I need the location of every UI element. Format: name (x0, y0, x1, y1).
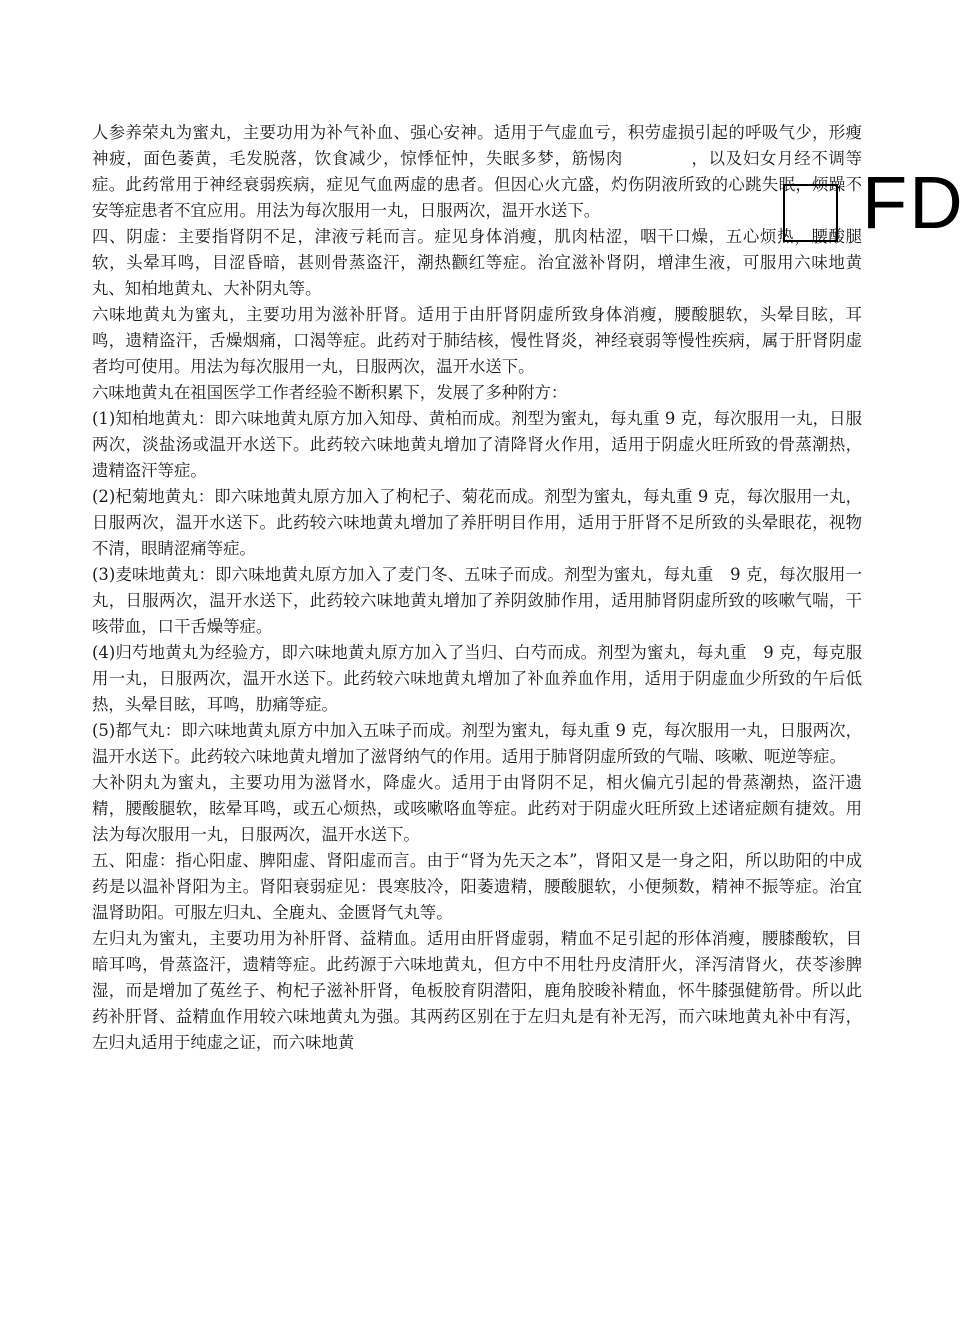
overlay-box (783, 184, 838, 242)
paragraph-guishao-dihuang: (4)归芍地黄丸为经验方，即六味地黄丸原方加入了当归、白芍而成。剂型为蜜丸，每丸重 9 克，每克服用一丸，日服两次，温开水送下。此药较六味地黄丸增加了补血养血作用，适用于阴虚血少所致的午后低热，头晕目眩，耳鸣，肋痛等症。 (92, 643, 862, 714)
paragraph-renshen-yangrong: 人参养荣丸为蜜丸，主要功用为补气补血、强心安神。适用于气虚血亏，积劳虚损引起的呼吸气少，形瘦神疲，面色萎黄，毛发脱落，饮食减少，惊悸怔忡，失眠多梦，筋惕肉 ，以及妇女月经不调等症。此药常用于神经衰弱疾病，症见气血两虚的患者。但因心火亢盛，灼伤阴液所致的心跳失眠，烦躁不安等症患者不宜应用。用法为每次服用一丸，日服两次，温开水送下。 (92, 123, 862, 220)
paragraph-yangxu: 五、阳虚：指心阳虚、脾阳虚、肾阳虚而言。由于“肾为先天之本”，肾阳又是一身之阳，所以助阳的中成药是以温补肾阳为主。肾阳衰弱症见：畏寒肢冷，阳萎遗精，腰酸腿软，小便频数，精神不振等症。治宜温肾助阳。可服左归丸、全鹿丸、金匮肾气丸等。 (92, 851, 862, 922)
paragraph-yinxu: 四、阴虚：主要指肾阴不足，津液亏耗而言。症见身体消瘦，肌肉枯涩，咽干口燥，五心烦热，腰酸腿软，头晕耳鸣，目涩昏暗，甚则骨蒸盗汗，潮热颧红等症。治宜滋补肾阴，增津生液，可服用六味地黄丸、知柏地黄丸、大补阴丸等。 (92, 227, 862, 298)
fd-overlay-text: FD (862, 161, 965, 244)
paragraph-zhibai-dihuang: (1)知柏地黄丸：即六味地黄丸原方加入知母、黄柏而成。剂型为蜜丸，每丸重 9 克，每次服用一丸，日服两次，淡盐汤或温开水送下。此药较六味地黄丸增加了清降肾火作用，适用于阴虚火旺所致的骨蒸潮热，遗精盗汗等症。 (92, 409, 862, 480)
paragraph-duqi: (5)都气丸：即六味地黄丸原方中加入五味子而成。剂型为蜜丸，每丸重 9 克，每次服用一丸，日服两次，温开水送下。此药较六味地黄丸增加了滋肾纳气的作用。适用于肺肾阴虚所致的气喘、咳嗽、呃逆等症。 (92, 721, 862, 766)
paragraph-liuwei-dihuang: 六味地黄丸为蜜丸，主要功用为滋补肝肾。适用于由肝肾阴虚所致身体消瘦，腰酸腿软，头晕目眩，耳鸣，遗精盗汗，舌燥烟痛，口渴等症。此药对于肺结核，慢性肾炎，神经衰弱等慢性疾病，属于肝肾阴虚者均可使用。用法为每次服用一丸，日服两次，温开水送下。 (92, 305, 862, 376)
paragraph-maiwei-dihuang: (3)麦味地黄丸：即六味地黄丸原方加入了麦门冬、五味子而成。剂型为蜜丸，每丸重 9 克，每次服用一丸，日服两次，温开水送下，此药较六味地黄丸增加了养阴敛肺作用，适用肺肾阴虚所致的咳嗽气喘，干咳带血，口干舌燥等症。 (92, 565, 862, 636)
paragraph-dabuyin: 大补阴丸为蜜丸，主要功用为滋肾水，降虚火。适用于由肾阴不足，相火偏亢引起的骨蒸潮热，盗汗遗精，腰酸腿软，眩晕耳鸣，或五心烦热，或咳嗽咯血等症。此药对于阴虚火旺所致上述诸症颇有捷效。用法为每次服用一丸，日服两次，温开水送下。 (92, 773, 862, 844)
document-body (92, 120, 862, 1056)
paragraph-fufang-intro: 六味地黄丸在祖国医学工作者经验不断积累下，发展了多种附方： (92, 383, 568, 402)
paragraph-zuogui: 左归丸为蜜丸，主要功用为补肝肾、益精血。适用由肝肾虚弱，精血不足引起的形体消瘦，腰膝酸软，目暗耳鸣，骨蒸盗汗，遗精等症。此药源于六味地黄丸，但方中不用牡丹皮清肝火，泽泻清肾火，茯苓渗脾湿，而是增加了菟丝子、枸杞子滋补肝肾，龟板胶育阴潜阳，鹿角胶晙补精血，怀牛膝强健筋骨。所以此药补肝肾、益精血作用较六味地黄丸为强。其两药区别在于左归丸是有补无泻，而六味地黄丸补中有泻，左归丸适用于纯虚之证，而六味地黄 (92, 929, 862, 1052)
paragraph-qiju-dihuang: (2)杞菊地黄丸：即六味地黄丸原方加入了枸杞子、菊花而成。剂型为蜜丸，每丸重 9 克，每次服用一丸，日服两次，温开水送下。此药较六味地黄丸增加了养肝明目作用，适用于肝肾不足所致的头晕眼花，视物不清，眼睛涩痛等症。 (92, 487, 862, 558)
